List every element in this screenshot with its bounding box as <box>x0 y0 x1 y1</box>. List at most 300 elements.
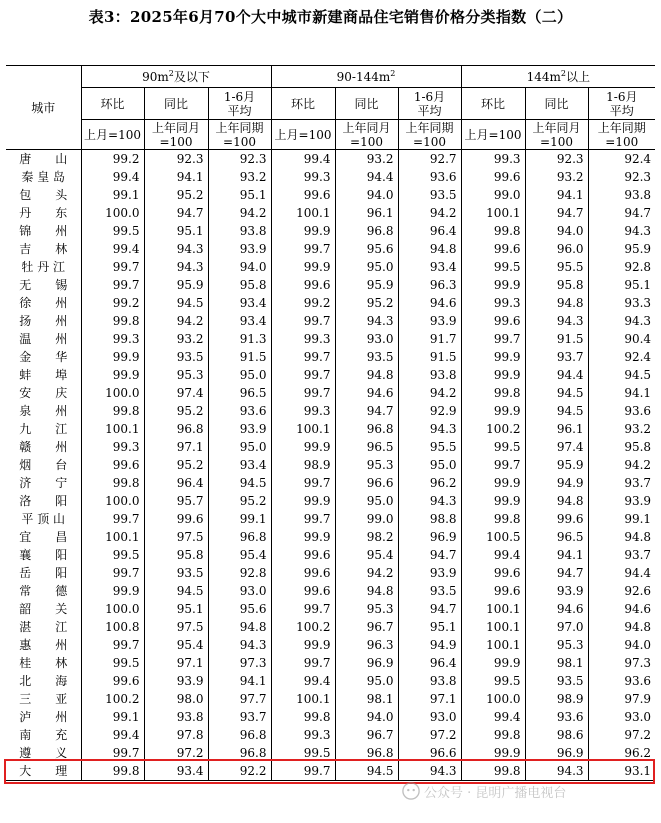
index-value: 93.9 <box>144 672 208 690</box>
index-value: 94.8 <box>335 366 398 384</box>
index-value: 95.6 <box>208 600 271 618</box>
index-value: 100.1 <box>461 204 525 222</box>
index-value: 93.5 <box>144 564 208 582</box>
city-name: 锦 州 <box>19 224 68 238</box>
table-row <box>6 636 655 654</box>
index-value: 100.0 <box>461 690 525 708</box>
index-value: 95.3 <box>335 456 398 474</box>
index-value: 96.6 <box>335 474 398 492</box>
index-value: 99.7 <box>81 276 144 294</box>
index-value: 96.7 <box>335 618 398 636</box>
index-value: 99.5 <box>461 258 525 276</box>
base-period-header <box>588 120 655 150</box>
index-value: 93.8 <box>208 222 271 240</box>
index-value: 96.8 <box>335 222 398 240</box>
index-value: 91.5 <box>525 330 588 348</box>
index-value: 93.7 <box>588 474 655 492</box>
group-header-small: $90m^2$及以下 <box>81 66 271 88</box>
index-value: 95.1 <box>144 222 208 240</box>
subcolumn-label: 环比 <box>290 96 315 111</box>
index-value: 94.7 <box>588 204 655 222</box>
index-value: 99.8 <box>81 402 144 420</box>
index-value: 95.8 <box>525 276 588 294</box>
city-name: 包 头 <box>19 188 68 202</box>
table-row <box>6 402 655 420</box>
base-period-header <box>208 120 271 150</box>
index-value: 99.6 <box>271 276 335 294</box>
index-value: 93.2 <box>588 420 655 438</box>
index-value: 99.9 <box>461 402 525 420</box>
table-header <box>6 66 655 150</box>
index-value: 96.1 <box>335 204 398 222</box>
index-value: 94.6 <box>335 384 398 402</box>
city-name: 三 亚 <box>19 692 68 706</box>
index-value: 96.6 <box>398 744 461 762</box>
index-value: 94.8 <box>398 240 461 258</box>
index-value: 94.4 <box>588 564 655 582</box>
index-value: 93.2 <box>144 330 208 348</box>
index-value: 92.9 <box>398 402 461 420</box>
table-row <box>6 474 655 492</box>
index-value: 100.0 <box>81 204 144 222</box>
index-value: 96.4 <box>398 654 461 672</box>
index-value: 98.0 <box>144 690 208 708</box>
index-value: 94.7 <box>525 204 588 222</box>
index-value: 99.3 <box>461 294 525 312</box>
table-row <box>6 150 655 169</box>
table-row <box>6 384 655 402</box>
index-value: 99.8 <box>461 726 525 744</box>
index-value: 95.0 <box>335 492 398 510</box>
index-value: 96.9 <box>525 744 588 762</box>
index-value: 95.3 <box>525 636 588 654</box>
index-value: 95.0 <box>335 672 398 690</box>
index-value: 99.9 <box>271 528 335 546</box>
base-period-label-line2: =100 <box>413 134 446 149</box>
index-value: 99.9 <box>81 348 144 366</box>
index-value: 93.8 <box>398 366 461 384</box>
index-value: 94.8 <box>525 294 588 312</box>
index-value: 99.6 <box>525 510 588 528</box>
index-value: 99.4 <box>461 546 525 564</box>
index-value: 97.5 <box>144 618 208 636</box>
index-value: 95.0 <box>208 438 271 456</box>
index-value: 97.1 <box>144 654 208 672</box>
table-row <box>6 582 655 600</box>
index-value: 94.4 <box>525 366 588 384</box>
index-value: 92.3 <box>588 168 655 186</box>
index-value: 99.9 <box>461 474 525 492</box>
index-value: 99.6 <box>271 186 335 204</box>
group-header-medium: $90-144m^2$ <box>271 66 461 88</box>
subcolumn-label: 同比 <box>354 96 379 111</box>
index-value: 100.2 <box>271 618 335 636</box>
index-value: 99.7 <box>271 312 335 330</box>
index-value: 94.7 <box>144 204 208 222</box>
index-value: 99.3 <box>81 330 144 348</box>
index-value: 95.2 <box>144 402 208 420</box>
index-value: 93.7 <box>588 546 655 564</box>
index-value: 95.2 <box>208 492 271 510</box>
index-value: 94.1 <box>208 672 271 690</box>
index-value: 96.5 <box>525 528 588 546</box>
base-period-label: 上年同月 <box>342 120 391 135</box>
index-value: 100.0 <box>81 384 144 402</box>
index-value: 94.3 <box>144 240 208 258</box>
index-value: 95.3 <box>144 366 208 384</box>
city-name: 九 江 <box>19 422 68 436</box>
base-period-header <box>144 120 208 150</box>
table-row <box>6 546 655 564</box>
subcolumn-header <box>525 88 588 120</box>
subcolumn-label: 1-6月 <box>413 89 446 104</box>
index-value: 97.9 <box>588 690 655 708</box>
subcolumn-header <box>335 88 398 120</box>
index-value: 95.1 <box>144 600 208 618</box>
table-row <box>6 438 655 456</box>
index-value: 99.6 <box>461 582 525 600</box>
index-value: 99.7 <box>271 762 335 781</box>
index-value: 93.5 <box>144 348 208 366</box>
wechat-icon <box>402 782 420 800</box>
index-value: 95.1 <box>208 186 271 204</box>
index-value: 95.2 <box>335 294 398 312</box>
index-value: 97.4 <box>525 438 588 456</box>
index-value: 91.7 <box>398 330 461 348</box>
table-row <box>6 528 655 546</box>
table-row <box>6 366 655 384</box>
city-name: 南 充 <box>19 728 68 742</box>
index-value: 97.2 <box>398 726 461 744</box>
index-value: 99.1 <box>208 510 271 528</box>
index-value: 93.3 <box>588 294 655 312</box>
index-value: 99.5 <box>461 672 525 690</box>
table-body <box>6 150 655 781</box>
index-value: 98.8 <box>398 510 461 528</box>
base-period-header <box>398 120 461 150</box>
subcolumn-label: 环比 <box>481 96 506 111</box>
table-row <box>6 618 655 636</box>
table-row <box>6 168 655 186</box>
index-value: 100.1 <box>461 618 525 636</box>
index-value: 97.3 <box>588 654 655 672</box>
index-value: 93.7 <box>208 708 271 726</box>
table-row <box>6 420 655 438</box>
index-value: 95.5 <box>525 258 588 276</box>
table-row <box>6 222 655 240</box>
base-period-header <box>461 120 525 150</box>
index-value: 93.6 <box>588 402 655 420</box>
index-value: 95.5 <box>398 438 461 456</box>
index-value: 96.5 <box>208 384 271 402</box>
index-value: 99.1 <box>588 510 655 528</box>
index-value: 94.1 <box>588 384 655 402</box>
index-value: 99.7 <box>81 636 144 654</box>
city-name: 洛 阳 <box>19 494 68 508</box>
index-value: 94.3 <box>588 312 655 330</box>
base-period-label: 上年同期 <box>215 120 264 135</box>
group-header-large: $144m^2$以上 <box>461 66 655 88</box>
index-value: 99.2 <box>81 150 144 169</box>
index-value: 94.9 <box>525 474 588 492</box>
index-value: 98.2 <box>335 528 398 546</box>
index-value: 99.6 <box>461 168 525 186</box>
index-value: 94.0 <box>588 636 655 654</box>
index-value: 94.7 <box>335 402 398 420</box>
index-value: 99.1 <box>81 708 144 726</box>
index-value: 99.7 <box>81 258 144 276</box>
index-value: 99.6 <box>461 564 525 582</box>
index-value: 99.9 <box>271 636 335 654</box>
index-value: 100.1 <box>81 528 144 546</box>
index-value: 99.4 <box>271 672 335 690</box>
index-value: 94.0 <box>335 186 398 204</box>
index-value: 96.2 <box>398 474 461 492</box>
index-value: 96.8 <box>144 420 208 438</box>
index-value: 94.3 <box>144 258 208 276</box>
index-value: 94.3 <box>525 312 588 330</box>
index-value: 97.3 <box>208 654 271 672</box>
index-value: 93.4 <box>144 762 208 781</box>
base-period-label: 上月=100 <box>274 127 332 142</box>
base-period-label-line2: =100 <box>159 134 193 149</box>
city-name: 桂 林 <box>19 656 68 670</box>
base-period-label-line2: =100 <box>540 134 574 149</box>
index-value: 92.3 <box>208 150 271 169</box>
index-value: 99.9 <box>461 348 525 366</box>
city-name: 济 宁 <box>19 476 68 490</box>
index-value: 99.6 <box>271 582 335 600</box>
index-value: 99.4 <box>81 240 144 258</box>
index-value: 97.8 <box>144 726 208 744</box>
index-value: 99.5 <box>81 654 144 672</box>
index-value: 96.4 <box>144 474 208 492</box>
index-value: 96.4 <box>398 222 461 240</box>
index-value: 93.0 <box>398 708 461 726</box>
index-value: 94.8 <box>588 618 655 636</box>
index-value: 92.6 <box>588 582 655 600</box>
base-period-label: 上月=100 <box>84 127 141 142</box>
index-value: 94.4 <box>335 168 398 186</box>
index-value: 96.0 <box>525 240 588 258</box>
city-name: 韶 关 <box>19 602 68 616</box>
subcolumn-label: 环比 <box>100 96 125 111</box>
index-value: 94.5 <box>144 582 208 600</box>
index-value: 96.8 <box>208 726 271 744</box>
table-row <box>6 456 655 474</box>
index-value: 93.9 <box>208 420 271 438</box>
index-value: 99.9 <box>461 492 525 510</box>
index-value: 99.6 <box>271 564 335 582</box>
index-value: 97.0 <box>525 618 588 636</box>
index-value: 99.4 <box>81 168 144 186</box>
index-value: 94.0 <box>208 258 271 276</box>
index-value: 99.4 <box>81 726 144 744</box>
index-value: 93.0 <box>588 708 655 726</box>
index-value: 99.1 <box>81 186 144 204</box>
index-value: 95.9 <box>588 240 655 258</box>
index-value: 99.7 <box>461 330 525 348</box>
index-value: 94.8 <box>208 618 271 636</box>
index-value: 92.3 <box>144 150 208 169</box>
index-value: 94.5 <box>525 402 588 420</box>
index-value: 100.1 <box>271 690 335 708</box>
index-value: 91.3 <box>208 330 271 348</box>
index-value: 99.6 <box>81 672 144 690</box>
base-period-label-line2: =100 <box>223 134 256 149</box>
index-value: 99.2 <box>271 294 335 312</box>
table-row <box>6 312 655 330</box>
index-value: 99.6 <box>144 510 208 528</box>
base-period-header <box>271 120 335 150</box>
index-value: 97.1 <box>398 690 461 708</box>
index-value: 99.7 <box>271 654 335 672</box>
subcolumn-header <box>461 88 525 120</box>
city-name: 大 理 <box>6 762 81 781</box>
index-value: 100.1 <box>461 600 525 618</box>
index-value: 93.0 <box>208 582 271 600</box>
table-row <box>6 258 655 276</box>
table-row <box>6 186 655 204</box>
subcolumn-header <box>208 88 271 120</box>
subcolumn-header <box>588 88 655 120</box>
base-period-label-line2: =100 <box>350 134 383 149</box>
base-period-header <box>81 120 144 150</box>
index-value: 99.6 <box>81 456 144 474</box>
price-index-table <box>6 65 655 781</box>
index-value: 93.9 <box>208 240 271 258</box>
index-value: 99.8 <box>81 474 144 492</box>
index-value: 96.3 <box>335 636 398 654</box>
watermark-text: 公众号 · 昆明广播电视台 <box>424 785 567 801</box>
index-value: 99.8 <box>461 510 525 528</box>
subcolumn-label-line2: 平均 <box>417 103 442 118</box>
index-value: 93.4 <box>208 312 271 330</box>
watermark <box>402 780 566 802</box>
index-value: 94.2 <box>588 456 655 474</box>
index-value: 100.0 <box>81 492 144 510</box>
index-value: 94.5 <box>588 366 655 384</box>
table-row <box>6 654 655 672</box>
city-name: 烟 台 <box>19 458 68 472</box>
index-value: 96.3 <box>398 276 461 294</box>
index-value: 92.8 <box>208 564 271 582</box>
table-row <box>6 294 655 312</box>
index-value: 95.9 <box>525 456 588 474</box>
index-value: 95.4 <box>208 546 271 564</box>
index-value: 99.4 <box>461 708 525 726</box>
index-value: 99.8 <box>461 384 525 402</box>
city-name: 金 华 <box>19 350 68 364</box>
index-value: 99.7 <box>271 474 335 492</box>
index-value: 96.8 <box>208 528 271 546</box>
index-value: 99.7 <box>271 366 335 384</box>
index-value: 94.1 <box>525 186 588 204</box>
index-value: 95.4 <box>335 546 398 564</box>
subcolumn-label: 1-6月 <box>223 89 256 104</box>
city-name: 遵 义 <box>19 746 68 760</box>
index-value: 99.5 <box>461 438 525 456</box>
index-value: 92.8 <box>588 258 655 276</box>
table-row <box>6 492 655 510</box>
index-value: 93.5 <box>398 186 461 204</box>
city-column-header: 城市 <box>6 66 81 150</box>
index-value: 95.6 <box>335 240 398 258</box>
index-value: 93.6 <box>208 402 271 420</box>
index-value: 99.3 <box>271 402 335 420</box>
index-value: 95.2 <box>144 456 208 474</box>
index-value: 97.2 <box>144 744 208 762</box>
index-value: 95.1 <box>588 276 655 294</box>
table-title: 表3：2025年6月70个大中城市新建商品住宅销售价格分类指数（二） <box>88 8 573 26</box>
table-row <box>6 510 655 528</box>
city-name: 岳 阳 <box>19 566 68 580</box>
index-value: 96.8 <box>335 744 398 762</box>
index-value: 99.9 <box>271 492 335 510</box>
index-value: 96.9 <box>335 654 398 672</box>
city-name: 常 德 <box>19 584 68 598</box>
index-value: 93.2 <box>335 150 398 169</box>
index-value: 93.4 <box>398 258 461 276</box>
base-period-label: 上年同月 <box>151 120 200 135</box>
index-value: 94.8 <box>525 492 588 510</box>
index-value: 94.0 <box>525 222 588 240</box>
index-value: 98.6 <box>525 726 588 744</box>
index-value: 95.0 <box>398 456 461 474</box>
index-value: 95.0 <box>335 258 398 276</box>
city-name: 秦 皇 岛 <box>21 170 66 184</box>
table-row <box>6 744 655 762</box>
index-value: 91.5 <box>398 348 461 366</box>
city-name: 丹 东 <box>19 206 68 220</box>
index-value: 100.8 <box>81 618 144 636</box>
table-row <box>6 690 655 708</box>
base-period-label: 上年同期 <box>405 120 454 135</box>
index-value: 93.5 <box>335 348 398 366</box>
index-value: 99.7 <box>461 456 525 474</box>
index-value: 99.3 <box>271 330 335 348</box>
index-value: 94.6 <box>398 294 461 312</box>
city-name: 北 海 <box>19 674 68 688</box>
city-name: 蚌 埠 <box>19 368 68 382</box>
index-value: 93.8 <box>398 672 461 690</box>
index-value: 99.9 <box>461 744 525 762</box>
index-value: 93.6 <box>525 708 588 726</box>
index-value: 94.2 <box>335 564 398 582</box>
subcolumn-header <box>398 88 461 120</box>
index-value: 94.5 <box>208 474 271 492</box>
city-name: 泸 州 <box>19 710 68 724</box>
index-value: 94.8 <box>335 582 398 600</box>
index-value: 94.2 <box>144 312 208 330</box>
index-value: 99.9 <box>271 222 335 240</box>
table-row <box>6 762 655 781</box>
subcolumn-label: 同比 <box>544 96 569 111</box>
index-value: 93.1 <box>588 762 655 781</box>
index-value: 94.2 <box>398 384 461 402</box>
index-value: 97.1 <box>144 438 208 456</box>
index-value: 94.6 <box>525 600 588 618</box>
index-value: 97.5 <box>144 528 208 546</box>
subcolumn-label-line2: 平均 <box>227 103 252 118</box>
base-period-label: 上月=100 <box>464 127 522 142</box>
index-value: 94.3 <box>208 636 271 654</box>
index-value: 94.3 <box>398 420 461 438</box>
index-value: 100.1 <box>461 636 525 654</box>
table-row <box>6 708 655 726</box>
index-value: 99.8 <box>271 708 335 726</box>
index-value: 94.7 <box>398 546 461 564</box>
